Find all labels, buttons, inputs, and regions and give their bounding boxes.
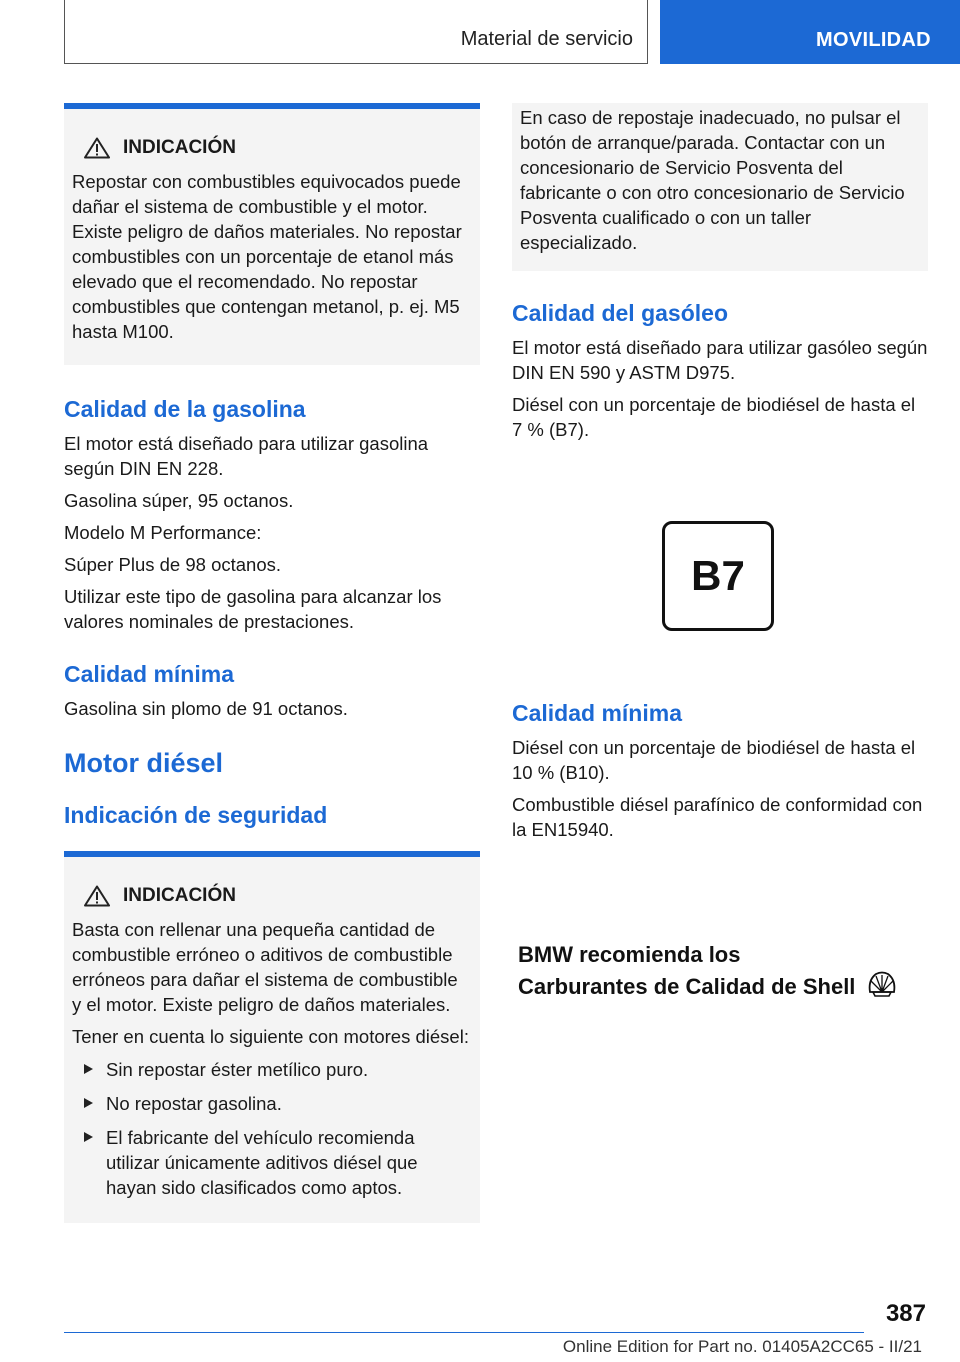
- warning-note-title: INDICACIÓN: [123, 137, 236, 158]
- list-item: Sin repostar éster metílico puro.: [72, 1057, 472, 1082]
- paragraph: El motor está diseñado para utilizar gasolina según DIN EN 228.: [64, 433, 429, 479]
- heading-safety-note: Indicación de seguridad: [64, 802, 328, 828]
- section-gasoline-quality: [64, 395, 480, 634]
- warning-note-text: Repostar con combustibles equivocados puede dañar el sistema de combustible y el motor. Existe peligro de daños materiales. No repostar combustibles con un porcentaje de etanol más elevado que el recomendado. No repostar combustibles que contengan metanol, p. ej. M5 hasta M100.: [72, 171, 462, 342]
- b7-label-figure: [512, 449, 928, 679]
- paragraph: Utilizar este tipo de gasolina para alcanzar los valores nominales de prestaciones.: [64, 586, 442, 632]
- bullet-triangle-icon: [84, 1064, 93, 1074]
- shell-line-2: Carburantes de Calidad de Shell: [518, 970, 898, 1002]
- heading-diesel-engine: Motor diésel: [64, 748, 224, 778]
- heading-minimum-quality: Calidad mínima: [64, 661, 234, 687]
- paragraph: Gasolina sin plomo de 91 octanos.: [64, 698, 348, 719]
- footer-divider: [64, 1332, 864, 1333]
- shell-logo-icon: [866, 970, 898, 998]
- page-number: 387: [885, 1300, 926, 1327]
- warning-note-continuation: [512, 103, 928, 271]
- diesel-rules-list: [72, 1057, 472, 1200]
- shell-line-1: BMW recomienda los: [518, 942, 741, 967]
- list-item: No repostar gasolina.: [72, 1091, 472, 1116]
- section-diesel-quality: [512, 299, 928, 442]
- shell-recommendation-banner: [518, 940, 898, 1002]
- warning-note-diesel: [64, 851, 480, 1223]
- paragraph: Gasolina súper, 95 octanos.: [64, 490, 294, 511]
- warning-note-text: Tener en cuenta lo siguiente con motores diésel:: [72, 1026, 469, 1047]
- bullet-triangle-icon: [84, 1098, 93, 1108]
- header-section-box: [64, 0, 648, 64]
- warning-note-header: [84, 137, 472, 159]
- paragraph: Diésel con un porcentaje de biodiésel de hasta el 10 % (B10).: [512, 737, 916, 783]
- paragraph: El motor está diseñado para utilizar gasóleo según DIN EN 590 y ASTM D975.: [512, 337, 928, 383]
- warning-note-title: INDICACIÓN: [123, 885, 236, 906]
- section-minimum-gasoline: [64, 660, 480, 721]
- list-item: El fabricante del vehículo recomienda utilizar únicamente aditivos diésel que hayan sido clasificados como aptos.: [72, 1125, 472, 1200]
- warning-note-text: En caso de repostaje inadecuado, no pulsar el botón de arranque/parada. Contactar con un concesionario de Servicio Posventa del fabricante o con otro concesionario de Servicio Posventa cualificado o con un taller especializado.: [520, 107, 905, 253]
- paragraph: Diésel con un porcentaje de biodiésel de hasta el 7 % (B7).: [512, 394, 916, 440]
- paragraph: Combustible diésel parafínico de conformidad con la EN15940.: [512, 794, 923, 840]
- heading-diesel-quality: Calidad del gasóleo: [512, 300, 728, 326]
- warning-note-header: [84, 885, 472, 907]
- footer-edition: Online Edition for Part no. 01405A2CC65 - II/21: [562, 1337, 922, 1356]
- b7-fuel-label-icon: B7: [662, 521, 774, 631]
- heading-gasoline-quality: Calidad de la gasolina: [64, 396, 306, 422]
- header-section-title: Material de servicio: [460, 28, 633, 50]
- heading-minimum-quality: Calidad mínima: [512, 700, 682, 726]
- warning-note-text: Basta con rellenar una pequeña cantidad de combustible erróneo o aditivos de combustible erróneos para dañar el sistema de combustible y el motor. Existe peligro de daños materiales.: [72, 919, 458, 1015]
- paragraph: Súper Plus de 98 octanos.: [64, 554, 282, 575]
- header-chapter-tab[interactable]: MOVILIDAD: [660, 0, 960, 64]
- left-column: [64, 103, 480, 1223]
- warning-triangle-icon: [84, 137, 110, 159]
- section-minimum-diesel: [512, 699, 928, 842]
- bullet-triangle-icon: [84, 1132, 93, 1142]
- paragraph: Modelo M Performance:: [64, 522, 262, 543]
- warning-triangle-icon: [84, 885, 110, 907]
- warning-note-fuel: [64, 103, 480, 365]
- right-column: [512, 103, 928, 849]
